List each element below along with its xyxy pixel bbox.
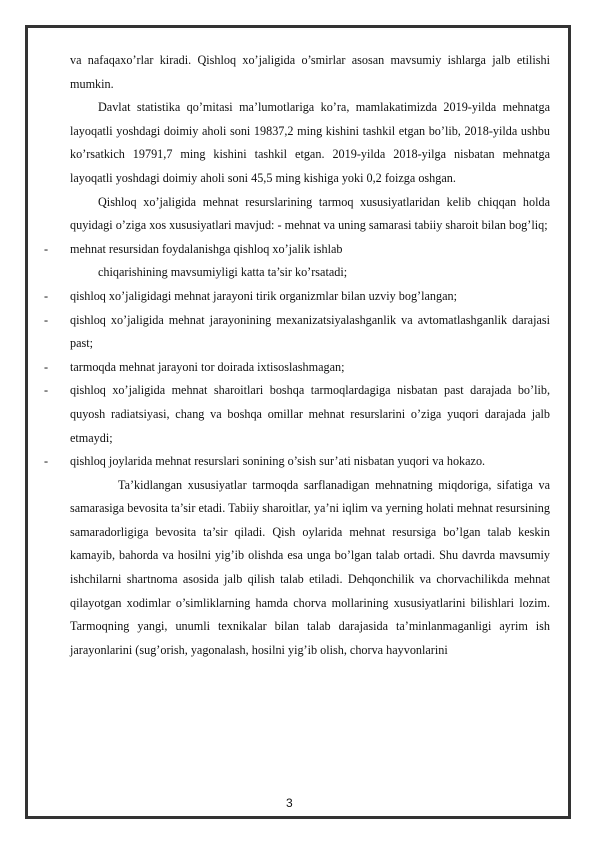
paragraph: Qishloq xo’jaligida mehnat resurslarining tarmoq xususiyatlaridan kelib chiqqan holda quyidagi o’ziga xos xususiyatlari mavjud: - mehnat va uning samarasi tabiiy sharoit bilan bog’liq; [70,194,550,233]
page-content [44,49,550,662]
paragraph: va nafaqaxo’rlar kiradi. Qishloq xo’jaligida o’smirlar asosan mavsumiy ishlarga jalb etilishi mumkin. [70,53,550,91]
dash-marker: - [44,454,49,469]
list-item [44,238,550,262]
dash-marker: - [44,359,49,374]
dash-marker: - [44,312,49,327]
paragraph: Davlat statistika qo’mitasi ma’lumotlariga ko’ra, mamlakatimizda 2019-yilda mehnatga layoqatli yoshdagi doimiy aholi soni 19837,2 ming kishini tashkil etgan bo’lib, 2018-yilda ushbu ko’rsatkich 19791,7 ming kishini tashkil etgan. 2019-yilda 2018-yilga nisbatan mehnatga layoqatli yoshdagi doimiy aholi soni 45,5 ming kishiga yoki 0,2 foizga oshgan. [70,100,550,185]
list-item [44,450,550,474]
paragraph: Ta’kidlangan xususiyatlar tarmoqda sarflanadigan mehnatning miqdoriga, sifatiga va samarasiga bevosita ta’sir etadi. Tabiiy sharoitlar, ya’ni iqlim va yerning holati mehnat resursining samaradorligiga bevosita ta’sir qiladi. Qish oylarida mehnat resursiga bo’lgan talab keskin kamayib, bahorda va hosilni yig’ib olishda esa unga bo’lgan talab ortadi. Shu davrda mavsumiy ishchilarni shartnoma asosida jalb qilish talab etiladi. Dehqonchilik va chorvachilikda mehnat qilayotgan xodimlar o’simliklarning hamda chorva mollarining xususiyatlarini bilishlari lozim. Tarmoqning yangi, unumli texnikalar bilan talab darajasida ta’minlanmaganligi ayrim ish jarayonlarini (sug’orish, yagonalash, hosilni yig’ib olish, chorva hayvonlarini [70,477,550,657]
list-item-text: qishloq xo’jaligida mehnat sharoitlari boshqa tarmoqlardagiga nisbatan past darajada bo’lib, quyosh radiatsiyasi, chang va boshqa omillar mehnat resurslarini o’ziga yuqori darajada jalb etmaydi; [70,383,550,445]
page-number: 3 [286,796,293,810]
list-item-text: qishloq xo’jaligidagi mehnat jarayoni tirik organizmlar bilan uzviy bog’langan; [70,288,457,303]
list-item-text: qishloq xo’jaligida mehnat jarayonining mexanizatsiyalashganlik va avtomatlashganlik darajasi past; [70,312,550,351]
list-item [44,285,550,309]
list-item-text: tarmoqda mehnat jarayoni tor doirada ixtisoslashmagan; [70,359,345,374]
dash-marker: - [44,241,49,256]
list-item-text: qishloq joylarida mehnat resurslari sonining o’sish sur’ati nisbatan yuqori va hokazo. [70,454,486,469]
list-item [44,356,550,380]
list-item-continuation: chiqarishining mavsumiyligi katta ta’sir ko’rsatadi; [98,265,348,280]
dash-marker: - [44,288,49,303]
list-item [44,379,550,450]
list-item [44,309,550,356]
list-item-text: mehnat resursidan foydalanishga qishloq xo’jalik ishlab [70,241,343,256]
dash-marker: - [44,383,49,398]
